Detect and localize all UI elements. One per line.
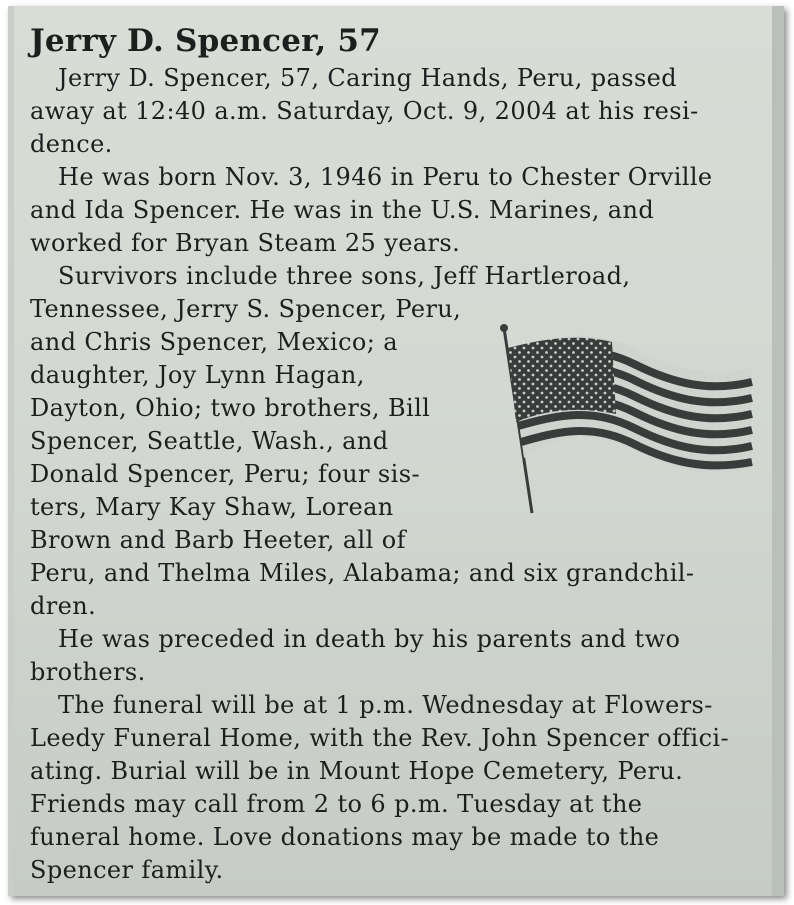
- text-line: Jerry D. Spencer, 57, Caring Hands, Peru, passed: [58, 64, 678, 92]
- text-line: Peru, and Thelma Miles, Alabama; and six grandchil-: [30, 559, 695, 587]
- text-line: He was born Nov. 3, 1946 in Peru to Chester Orville: [58, 163, 713, 191]
- text-line: worked for Bryan Steam 25 years.: [30, 229, 461, 257]
- text-line: Donald Spencer, Peru; four sis-: [30, 460, 420, 488]
- text-line: Tennessee, Jerry S. Spencer, Peru,: [30, 295, 462, 323]
- text-line: and Chris Spencer, Mexico; a: [30, 328, 398, 356]
- text-line: Survivors include three sons, Jeff Hartleroad,: [58, 262, 631, 290]
- text-line: funeral home. Love donations may be made to the: [30, 823, 660, 851]
- text-line: ters, Mary Kay Shaw, Lorean: [30, 493, 394, 521]
- text-line: The funeral will be at 1 p.m. Wednesday at Flowers-: [58, 691, 713, 719]
- paragraph-biography: [30, 161, 776, 260]
- text-line: Leedy Funeral Home, with the Rev. John Spencer offici-: [30, 724, 730, 752]
- newspaper-clipping: [8, 6, 784, 896]
- text-line: dence.: [30, 130, 113, 158]
- text-line: Friends may call from 2 to 6 p.m. Tuesday at the: [30, 790, 643, 818]
- text-line: dren.: [30, 592, 97, 620]
- paragraph-funeral-arrangements: [30, 689, 776, 887]
- text-line: He was preceded in death by his parents and two: [58, 625, 681, 653]
- text-line: Spencer family.: [30, 856, 224, 884]
- text-line: and Ida Spencer. He was in the U.S. Marines, and: [30, 196, 655, 224]
- text-line: Dayton, Ohio; two brothers, Bill: [30, 394, 431, 422]
- american-flag-icon: [494, 318, 756, 518]
- paragraph-death-notice: [30, 62, 776, 161]
- text-line: away at 12:40 a.m. Saturday, Oct. 9, 2004 at his resi-: [30, 97, 699, 125]
- obituary-headline: Jerry D. Spencer, 57: [30, 23, 381, 59]
- text-line: brothers.: [30, 658, 146, 686]
- text-line: Spencer, Seattle, Wash., and: [30, 427, 389, 455]
- text-line: daughter, Joy Lynn Hagan,: [30, 361, 365, 389]
- paragraph-preceded-in-death: [30, 623, 776, 689]
- text-line: Brown and Barb Heeter, all of: [30, 526, 406, 554]
- text-line: ating. Burial will be in Mount Hope Cemetery, Peru.: [30, 757, 684, 785]
